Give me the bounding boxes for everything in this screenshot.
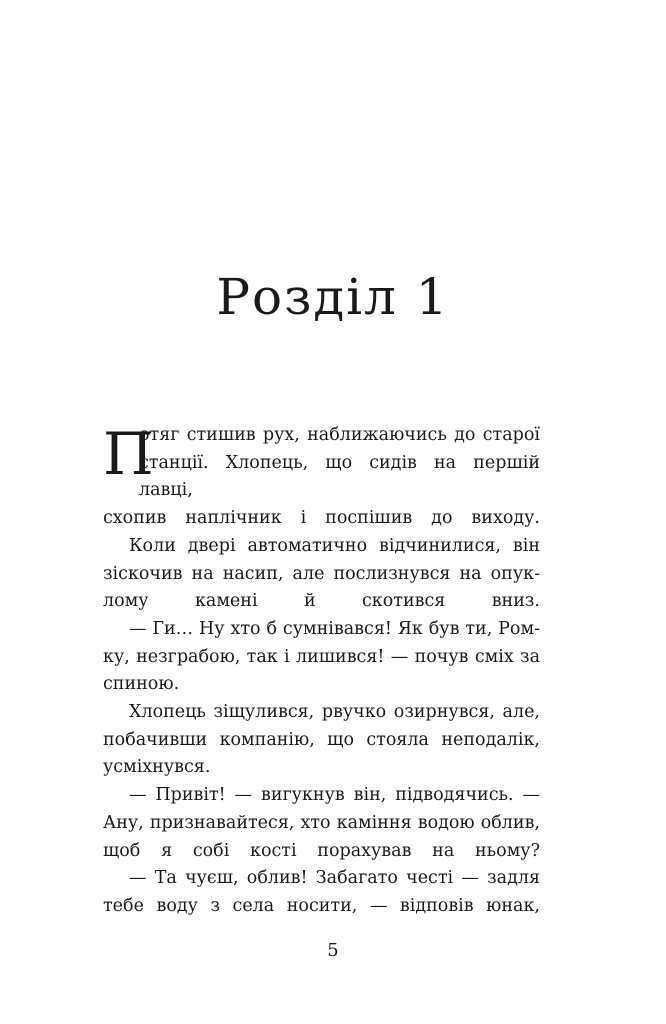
dropcap-lines xyxy=(139,422,540,505)
text-line: тебе воду з села носити, — відповів юнак, xyxy=(103,895,540,916)
text-line: щоб я собі кості порахував на ньому? xyxy=(103,840,540,861)
chapter-title: Розділ 1 xyxy=(216,267,450,326)
text-line: схопив наплічник і поспішив до виходу. xyxy=(103,508,540,529)
paragraph-4 xyxy=(103,699,540,782)
text-line: — Ги… Ну хто б сумнівався! Як був ти, Ром- xyxy=(129,618,540,639)
dropcap-block xyxy=(103,422,540,505)
text-line: — Привіт! — вигукнув він, підводячись. — xyxy=(129,785,540,806)
text-line: усміхнувся. xyxy=(103,757,211,778)
text-line: спиною. xyxy=(103,674,180,695)
paragraph-5 xyxy=(103,782,540,865)
paragraph-6 xyxy=(103,865,540,920)
paragraph-2 xyxy=(103,533,540,616)
paragraph-3 xyxy=(103,616,540,699)
text-line: станції. Хлопець, що сидів на першій лавці, xyxy=(139,452,540,501)
page-number: 5 xyxy=(327,940,339,961)
text-line: зіскочив на насип, але послизнувся на опук- xyxy=(103,563,540,584)
text-line: ку, незграбою, так і лишився! — почув сміх за xyxy=(103,646,540,667)
text-line: Хлопець зіщулився, рвучко озирнувся, але, xyxy=(129,702,540,723)
page-body-text xyxy=(103,422,540,921)
text-line: — Та чуєш, облив! Забагато честі — задля xyxy=(129,868,540,889)
text-line: Коли двері автоматично відчинилися, він xyxy=(129,535,540,556)
text-line: побачивши компанію, що стояла неподалік, xyxy=(103,729,540,750)
text-line: отяг стишив рух, наближаючись до старої xyxy=(139,425,540,445)
dropcap-letter: П xyxy=(103,420,154,488)
text-line: Ану, признавайтеся, хто каміння водою облив, xyxy=(103,812,540,833)
paragraph-1 xyxy=(103,422,540,533)
text-line: лому камені й скотився вниз. xyxy=(103,591,540,612)
